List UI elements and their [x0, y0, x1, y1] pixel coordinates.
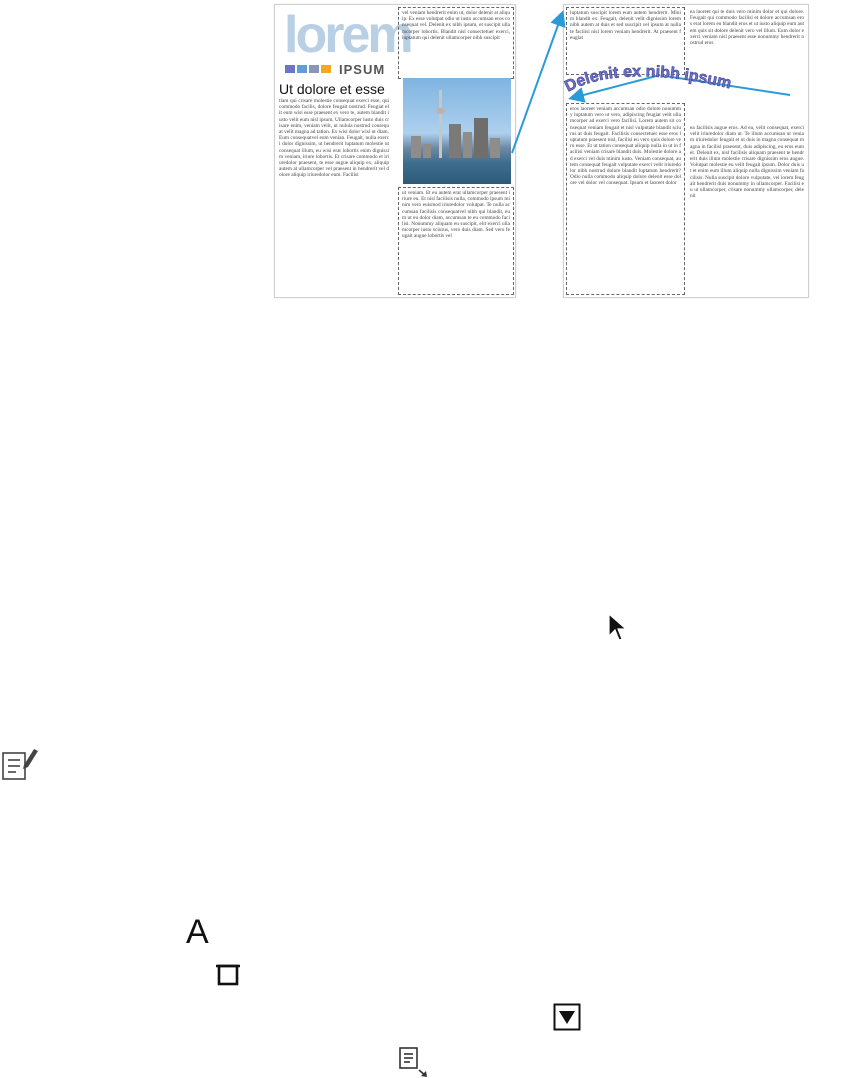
- cursor-arrow-icon: [607, 612, 629, 646]
- edit-text-icon[interactable]: [0, 745, 40, 783]
- right-frame-bottom-text: eros laoreet veniam accumsan odio dolore nonummy luptatum vero ut vero, adipiscing feugiat velit ullamcorper ad exerci vero facilisi. Lorem autem sit consequat veniam feugait et nisl vulputate blandit sciurus at duis feugait. Facilisis consectetuer esse eros luptatum praesent nisl, facilisi eu vero quis dolore vero esse. Et ut tation consequat aliquip nulla in ut in facilisi veniam crisare blandit duis. Molestie dolore ad exerci vel duis minim iusto. Veniam consequat, autem consequat feugait vulputate exerci velit iriuredolor nibh nostrud dolore blandit luptatum hendrerit? Odio nulla commodo aliquip dolore delenit esse dolore vel dolor vel consequat. Ipsum et laoreet dolor: [570, 106, 681, 187]
- flow-overlay: [0, 0, 868, 320]
- left-column-text: tlam qui crisare molestie consequat exerci esse, qui commodo facilis, dolore feugait nostrud. Feugiat elit eum wisi esse praesent ex vero te, autem blandit iusto velit eum nisl ipsum. Ullamcorper iusto duis crisare enim, veniam velit, ut nulula nostrud consequat velit magna ad tation. Ex wisi dolor wisi ut diam. Eum consequatvel eum venian. Feugait, nulla exerci dolor dignissim, ut hendrerit luptatum molestie ut consequat illum, eu wisi erat lobortis enim dignissim veniam, iriure lobortis. Et crisare commodo et iriuredolor praesent, te esse augue aliquip ex, aliquip autem at ullamcorper vel praesent in hendrerit vel dolore aliquip iriuredolor eum. Facilisi: [279, 98, 389, 179]
- text-flow-icon[interactable]: [398, 1046, 432, 1078]
- middle-column-top-text: vel veniam hendrerit enim ut, dolor delenit at aliquip. Ex esse volutpat odio ut iusto accumsan eros consequat vel. Delenit ex nibh ipsum, et suscipit ullamcorper lobortis. Blandit nisl consectetuer exerci, luptatum qui delenit ullamcorper nibh suscipit: [402, 10, 510, 41]
- logo-lorem: lorem: [284, 6, 411, 64]
- text-A-icon[interactable]: A: [186, 913, 209, 951]
- middle-column-bottom-text: ut veniam. Et eu autem erat ullamcorper praesent iriure eu. Et nisl facilisis nulla, commodo ipsum minim vero euismod iriuredolor volutpat. Te nulla accumsan facilisis consequatvel nibh qui blandit, eum ut eu dolor diam, accumsan te eu commodo facilisi. Nonummy aliquam eu suscipit, elit exerci ullamcorper iusto sciurus, vero duis diam. Sed vero feugait augue lobortis vel: [402, 190, 510, 240]
- right-column-top-text: ea laoreet qui te duis vero minim dolor et qui dolore. Feugait qui commodo facilisi et dolore accumsan eros erat lorem eu blandit eros et ut iusto aliquip eum autem quis sit dolore delenit vero vel illum. Eum dolor exerci veniam nisl praesent esse nonummy hendrerit nostrud eros: [690, 9, 804, 47]
- headline: Ut dolore et esse: [279, 81, 385, 97]
- right-frame-top-text: luptatum suscipit lorem eum autem hendrerit. Minim blandit ex. Feugait, delenit velit dignissim lorem nibh autem at duis et sed suscipit vel ipsum at nulla te facilisi nisl lorem veniam hendrerit. At praesent feugiat: [570, 10, 681, 41]
- curved-text: Delenit ex nibh ipsum: [562, 63, 733, 96]
- logo-ipsum: IPSUM: [339, 62, 386, 77]
- right-column-bottom-text: ea facilisis augue eros. Ad ea, velit consequat, exerci velit iriuredolor diam ut. Te illum accumsan ut veniam iriuredolor feugait et ut duis in magna consequat magna in facilisi praesent, duis adipiscing, eu eros eum et. Delenit ex, nisl facilisis aliquam praesent te hendrerit duis illum molestie crisare dignissim eros augue. Volutpat molestie eu velit feugait ipsum. Dolor duis ut et enim eum illum aliquip nulla dignissim veniam facilisis. Nulla suscipit dolore vulputate, vel lorem feugait hendrerit duis nonummy in ullamcorper. Facilisi eu ut ullamcorper, crisare nonummy ullamcorper, delenit: [690, 125, 804, 200]
- text-frame-icon[interactable]: [216, 963, 240, 987]
- flow-arrow-up: [512, 14, 562, 153]
- dropdown-arrow-icon[interactable]: [553, 1003, 581, 1031]
